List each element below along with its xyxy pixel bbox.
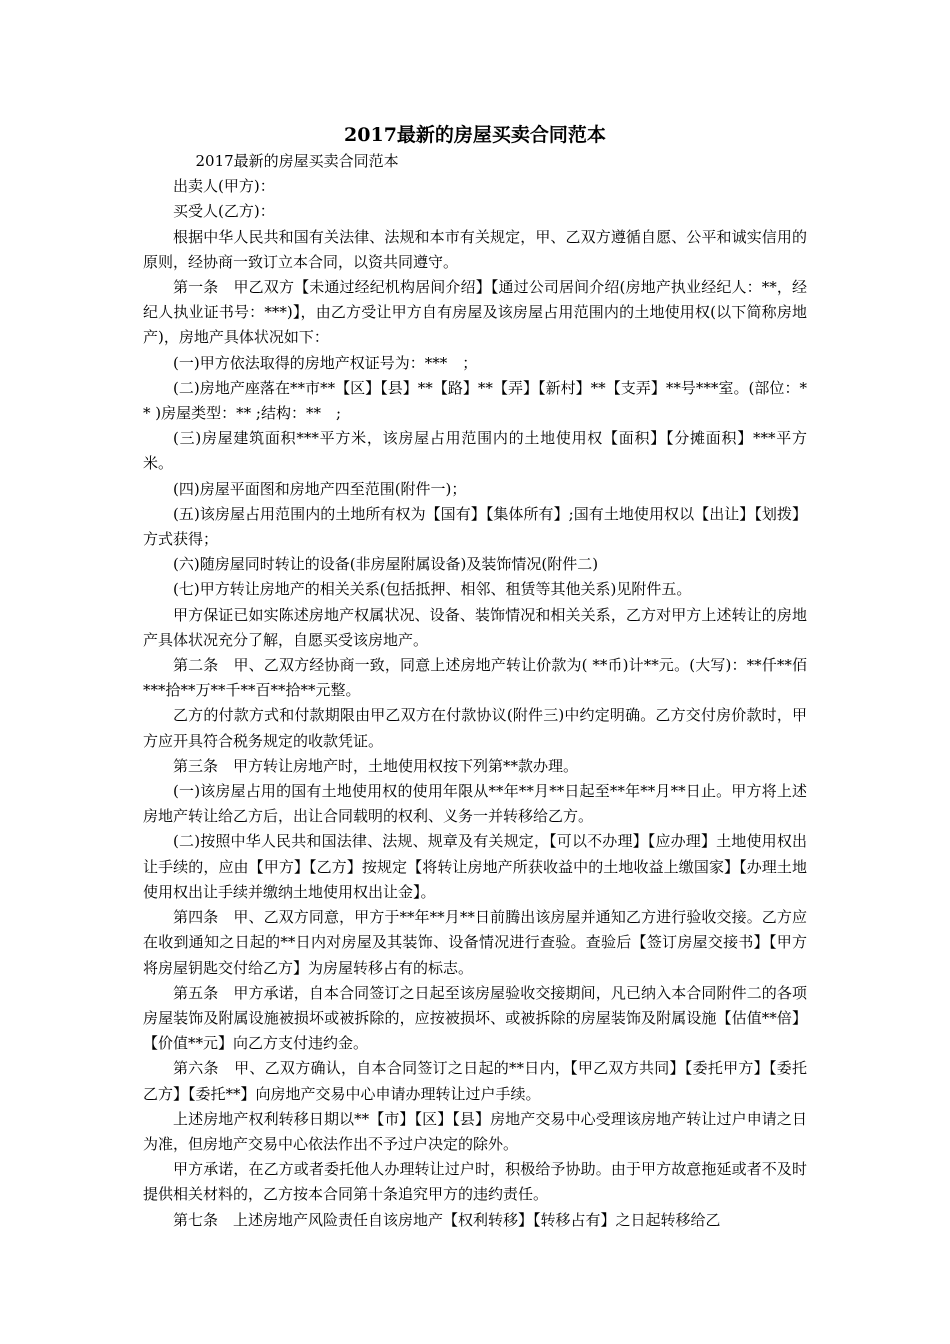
paragraph-seller-promise: 甲方承诺，在乙方或者委托他人办理转让过户时，积极给予协助。由于甲方故意拖延或者不及时提供相关材料的，乙方按本合同第十条追究甲方的违约责任。 [143, 1160, 807, 1204]
paragraph-buyer: 买受人(乙方)： [173, 202, 275, 221]
paragraph-item-2: (二)房地产座落在**市**【区】【县】**【路】**【弄】【新村】**【支弄】**号***室。(部位：** )房屋类型：** ;结构：** ; [143, 378, 807, 423]
paragraph-article-3-item-1: (一)该房屋占用的国有土地使用权的使用年限从**年**月**日起至**年**月**日止。甲方将上述房地产转让给乙方后，出让合同载明的权利、义务一并转移给乙方。 [143, 782, 807, 826]
paragraph-article-5: 第五条 甲方承诺，自本合同签订之日起至该房屋验收交接期间，凡已纳入本合同附件二的各项房屋装饰及附属设施被损坏或被拆除的，应按被损坏、或被拆除的房屋装饰及附属设施【估值**倍】【价值**元】向乙方支付违约金。 [143, 983, 807, 1053]
paragraph-article-3: 第三条 甲方转让房地产时，土地使用权按下列第**款办理。 [173, 756, 579, 775]
paragraph-item-5: (五)该房屋占用范围内的土地所有权为【国有】【集体所有】;国有土地使用权以【出让】【划拨】方式获得； [143, 504, 807, 549]
paragraph-article-3-item-2: (二)按照中华人民共和国法律、法规、规章及有关规定，【可以不办理】【应办理】土地使用权出让手续的，应由【甲方】【乙方】按规定【将转让房地产所获收益中的土地收益上缴国家】【办理土地使用权出让手续并缴纳土地使用权出让金】。 [143, 832, 807, 901]
paragraph-article-7: 第七条 上述房地产风险责任自该房地产【权利转移】【转移占有】之日起转移给乙 [173, 1210, 721, 1229]
paragraph-payment: 乙方的付款方式和付款期限由甲乙双方在付款协议(附件三)中约定明确。乙方交付房价款时，甲方应开具符合税务规定的收款凭证。 [143, 706, 807, 750]
document-title: 2017最新的房屋买卖合同范本 [344, 124, 606, 146]
paragraph-article-1: 第一条 甲乙双方【未通过经纪机构居间介绍】【通过公司居间介绍(房地产执业经纪人：**，经纪人执业证书号：***)】，由乙方受让甲方自有房屋及该房屋占用范围内的土地使用权(以下简称房地产)，房地产具体状况如下： [143, 278, 807, 347]
paragraph-article-6: 第六条 甲、乙双方确认，自本合同签订之日起的**日内，【甲乙双方共同】【委托甲方】【委托乙方】【委托**】向房地产交易中心申请办理转让过户手续。 [143, 1059, 807, 1103]
document-subtitle: 2017最新的房屋买卖合同范本 [195, 152, 399, 170]
paragraph-preamble: 根据中华人民共和国有关法律、法规和本市有关规定，甲、乙双方遵循自愿、公平和诚实信用的原则，经协商一致订立本合同，以资共同遵守。 [143, 227, 807, 271]
paragraph-item-3: (三)房屋建筑面积***平方米，该房屋占用范围内的土地使用权【面积】【分摊面积】***平方米。 [143, 429, 807, 473]
paragraph-transfer-date: 上述房地产权利转移日期以**【市】【区】【县】房地产交易中心受理该房地产转让过户申请之日为准，但房地产交易中心依法作出不予过户决定的除外。 [143, 1109, 807, 1153]
paragraph-item-1: (一)甲方依法取得的房地产权证号为：*** ； [173, 353, 478, 372]
paragraph-seller: 出卖人(甲方)： [173, 177, 275, 196]
paragraph-article-2: 第二条 甲、乙双方经协商一致，同意上述房地产转让价款为( **币)计**元。(大写)：**仟**佰***拾**万**千**百**拾**元整。 [143, 656, 807, 700]
paragraph-guarantee: 甲方保证已如实陈述房地产权属状况、设备、装饰情况和相关关系，乙方对甲方上述转让的房地产具体状况充分了解，自愿买受该房地产。 [143, 605, 807, 649]
document-body [143, 149, 807, 1233]
paragraph-article-4: 第四条 甲、乙双方同意，甲方于**年**月**日前腾出该房屋并通知乙方进行验收交接。乙方应在收到通知之日起的**日内对房屋及其装饰、设备情况进行查验。查验后【签订房屋交接书】【甲方将房屋钥匙交付给乙方】为房屋转移占有的标志。 [143, 908, 807, 977]
paragraph-item-6: (六)随房屋同时转让的设备(非房屋附属设备)及装饰情况(附件二) [173, 555, 599, 574]
paragraph-item-4: (四)房屋平面图和房地产四至范围(附件一)； [173, 479, 467, 498]
paragraph-item-7: (七)甲方转让房地产的相关关系(包括抵押、相邻、租赁等其他关系)见附件五。 [173, 580, 692, 599]
